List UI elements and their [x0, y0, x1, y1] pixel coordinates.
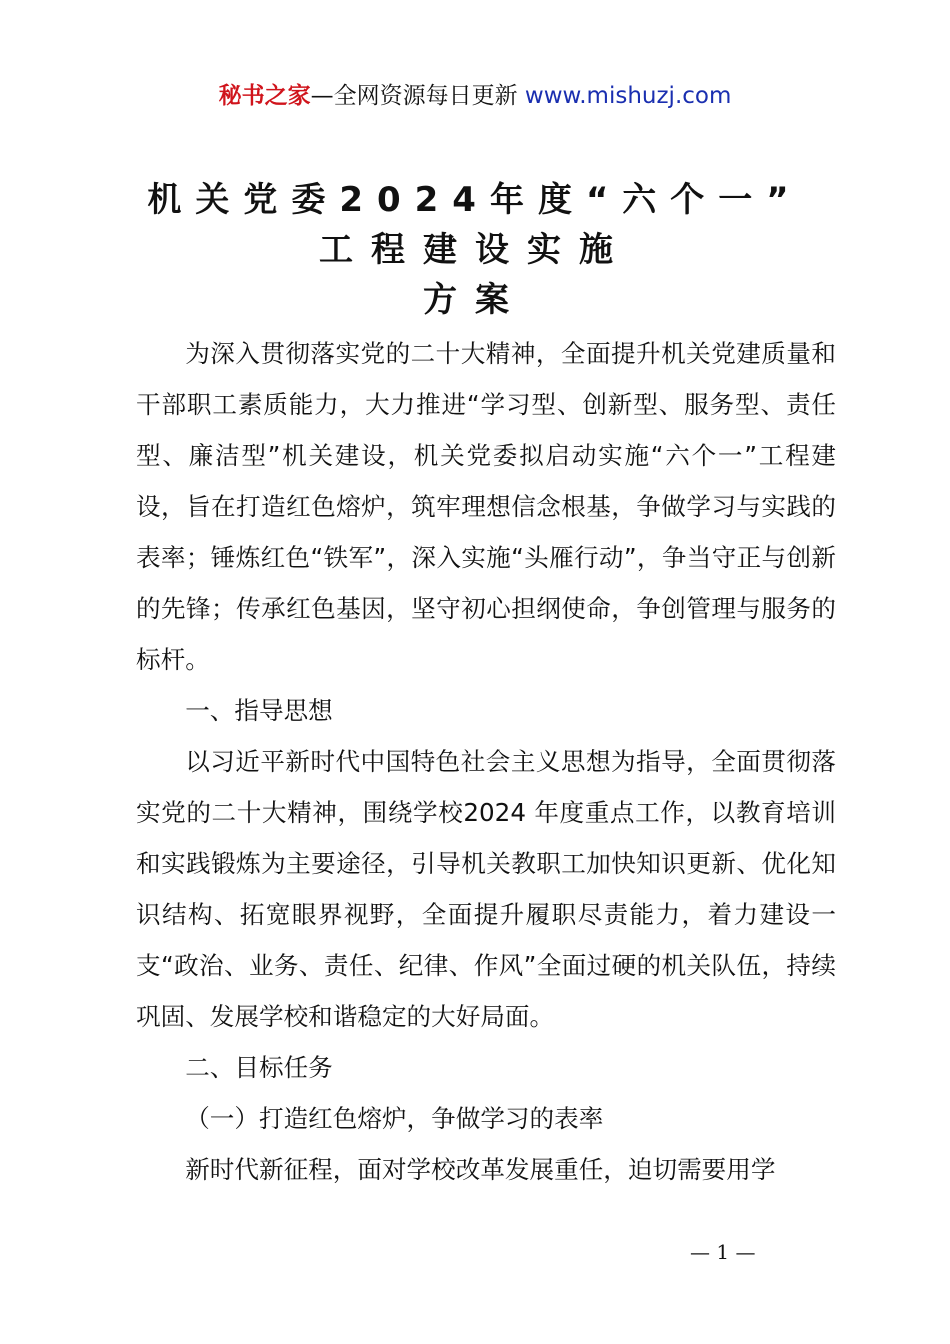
- document-title-line-3: 方案: [423, 280, 527, 320]
- site-header: [0, 80, 950, 112]
- document-body: [136, 328, 836, 1195]
- site-url-link[interactable]: www.mishuzj.com: [524, 83, 732, 109]
- task-1-paragraph: 新时代新征程，面对学校改革发展重任，迫切需要用学: [185, 1155, 776, 1184]
- guiding-ideology-paragraph: 以习近平新时代中国特色社会主义思想为指导，全面贯彻落实党的二十大精神，围绕学校2024 年度重点工作，以教育培训和实践锻炼为主要途径，引导机关教职工加快知识更新、优化知识结构、拓宽眼界视野，全面提升履职尽责能力，着力建设一支“政治、业务、责任、纪律、作风”全面过硬的机关队伍，持续巩固、发展学校和谐稳定的大好局面。: [136, 747, 836, 1031]
- document-title-line-2: 工程建设实施: [319, 230, 631, 270]
- section-heading-guiding-ideology: 一、指导思想: [185, 696, 333, 725]
- document-title-line-1: 机关党委2024年度“六个一”: [147, 180, 803, 220]
- brand-name: 秘书之家: [218, 83, 311, 109]
- page-number: — 1 —: [690, 1240, 756, 1264]
- subsection-heading-1: （一）打造红色熔炉，争做学习的表率: [185, 1104, 604, 1133]
- section-heading-objectives: 二、目标任务: [185, 1053, 333, 1082]
- header-tagline: —全网资源每日更新: [310, 83, 525, 109]
- intro-paragraph: 为深入贯彻落实党的二十大精神，全面提升机关党建质量和干部职工素质能力，大力推进“学习型、创新型、服务型、责任型、廉洁型”机关建设，机关党委拟启动实施“六个一”工程建设，旨在打造红色熔炉，筑牢理想信念根基，争做学习与实践的表率；锤炼红色“铁军”，深入实施“头雁行动”，争当守正与创新的先锋；传承红色基因，坚守初心担纲使命，争创管理与服务的标杆。: [136, 339, 836, 674]
